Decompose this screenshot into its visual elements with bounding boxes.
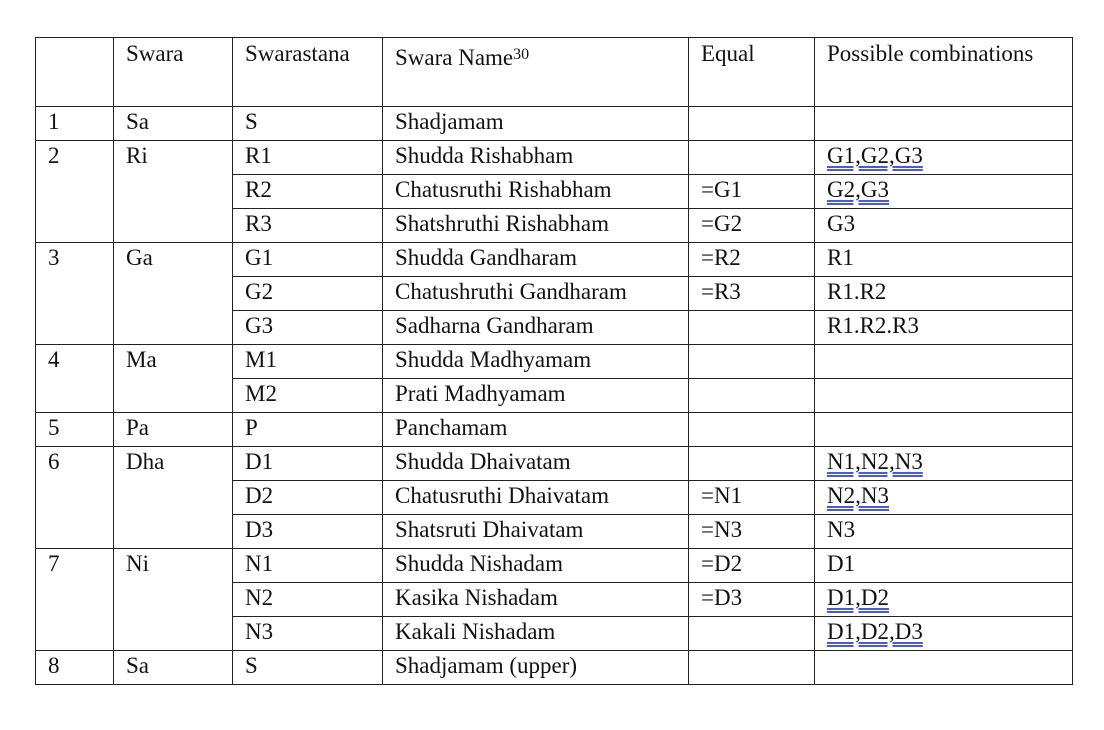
combination-text: G2,G3 — [827, 177, 889, 202]
row-swara-name: Shudda Gandharam — [383, 243, 689, 277]
table-row — [36, 107, 1073, 141]
row-num: 4 — [36, 345, 114, 413]
header-row — [36, 38, 1073, 107]
header-swara-name-text: Swara Name — [395, 45, 514, 70]
row-swara-name: Kasika Nishadam — [383, 583, 689, 617]
row-swara-name: Chatusruthi Rishabham — [383, 175, 689, 209]
row-swarastana: S — [233, 107, 383, 141]
row-swara: Ri — [114, 141, 233, 243]
combination-text: D1,D2,D3 — [827, 619, 923, 644]
header-swarastana: Swarastana — [233, 38, 383, 107]
row-swara-name: Chatusruthi Dhaivatam — [383, 481, 689, 515]
row-equal — [689, 311, 815, 345]
row-swarastana: D1 — [233, 447, 383, 481]
row-combination — [815, 345, 1073, 379]
row-swara-name: Chatushruthi Gandharam — [383, 277, 689, 311]
row-swarastana: R2 — [233, 175, 383, 209]
row-swara-name: Prati Madhyamam — [383, 379, 689, 413]
row-equal — [689, 345, 815, 379]
row-combination: D1 — [815, 549, 1073, 583]
row-swara-name: Shatshruthi Rishabham — [383, 209, 689, 243]
header-num — [36, 38, 114, 107]
row-combination: G3 — [815, 209, 1073, 243]
row-combination — [815, 651, 1073, 685]
row-swarastana: M2 — [233, 379, 383, 413]
row-swara-name: Shudda Nishadam — [383, 549, 689, 583]
row-swara-name: Shadjamam — [383, 107, 689, 141]
header-swara: Swara — [114, 38, 233, 107]
row-num: 8 — [36, 651, 114, 685]
row-swara: Pa — [114, 413, 233, 447]
row-combination — [815, 379, 1073, 413]
row-combination — [815, 413, 1073, 447]
row-combination — [815, 481, 1073, 515]
row-swara-name: Shudda Dhaivatam — [383, 447, 689, 481]
row-equal: =G1 — [689, 175, 815, 209]
row-swarastana: P — [233, 413, 383, 447]
row-swara: Ga — [114, 243, 233, 345]
row-equal — [689, 379, 815, 413]
row-equal — [689, 141, 815, 175]
row-combination — [815, 107, 1073, 141]
row-swara-name: Shatsruti Dhaivatam — [383, 515, 689, 549]
row-equal: =N3 — [689, 515, 815, 549]
header-swara-name — [383, 38, 689, 107]
row-num: 2 — [36, 141, 114, 243]
row-equal — [689, 447, 815, 481]
row-combination — [815, 175, 1073, 209]
row-swara-name: Shadjamam (upper) — [383, 651, 689, 685]
row-swarastana: M1 — [233, 345, 383, 379]
footnote-marker: 30 — [513, 46, 530, 63]
row-equal — [689, 617, 815, 651]
combination-text: G1,G2,G3 — [827, 143, 923, 168]
combination-text: N2,N3 — [827, 483, 889, 508]
row-swarastana: D2 — [233, 481, 383, 515]
row-swarastana: G1 — [233, 243, 383, 277]
row-swarastana: R3 — [233, 209, 383, 243]
row-swarastana: D3 — [233, 515, 383, 549]
combination-text: N1,N2,N3 — [827, 449, 923, 474]
header-equal: Equal — [689, 38, 815, 107]
row-combination — [815, 617, 1073, 651]
row-combination — [815, 583, 1073, 617]
row-num: 1 — [36, 107, 114, 141]
row-swarastana: N3 — [233, 617, 383, 651]
row-swarastana: R1 — [233, 141, 383, 175]
row-swarastana: G3 — [233, 311, 383, 345]
row-combination — [815, 141, 1073, 175]
row-equal: =R3 — [689, 277, 815, 311]
row-swara-name: Panchamam — [383, 413, 689, 447]
swara-table — [35, 37, 1073, 685]
header-possible-combinations: Possible combinations — [815, 38, 1073, 107]
row-swara: Sa — [114, 651, 233, 685]
table-row — [36, 549, 1073, 583]
row-num: 7 — [36, 549, 114, 651]
row-num: 6 — [36, 447, 114, 549]
row-swara-name: Sadharna Gandharam — [383, 311, 689, 345]
row-equal: =D2 — [689, 549, 815, 583]
row-swara: Ma — [114, 345, 233, 413]
row-swara-name: Shudda Rishabham — [383, 141, 689, 175]
row-swara: Ni — [114, 549, 233, 651]
row-combination: R1.R2 — [815, 277, 1073, 311]
row-equal — [689, 413, 815, 447]
table-row — [36, 651, 1073, 685]
row-combination: N3 — [815, 515, 1073, 549]
row-combination: R1 — [815, 243, 1073, 277]
row-num: 3 — [36, 243, 114, 345]
row-equal: =G2 — [689, 209, 815, 243]
row-equal: =R2 — [689, 243, 815, 277]
row-swara-name: Kakali Nishadam — [383, 617, 689, 651]
row-combination — [815, 447, 1073, 481]
table-row — [36, 447, 1073, 481]
table-row — [36, 141, 1073, 175]
row-equal: =D3 — [689, 583, 815, 617]
row-num: 5 — [36, 413, 114, 447]
row-combination: R1.R2.R3 — [815, 311, 1073, 345]
row-swarastana: N1 — [233, 549, 383, 583]
combination-text: D1,D2 — [827, 585, 889, 610]
row-swarastana: N2 — [233, 583, 383, 617]
row-swara-name: Shudda Madhyamam — [383, 345, 689, 379]
table-row — [36, 413, 1073, 447]
row-swara: Sa — [114, 107, 233, 141]
row-equal — [689, 651, 815, 685]
row-equal — [689, 107, 815, 141]
row-swarastana: S — [233, 651, 383, 685]
row-swara: Dha — [114, 447, 233, 549]
row-swarastana: G2 — [233, 277, 383, 311]
table-row — [36, 345, 1073, 379]
row-equal: =N1 — [689, 481, 815, 515]
table-row — [36, 243, 1073, 277]
